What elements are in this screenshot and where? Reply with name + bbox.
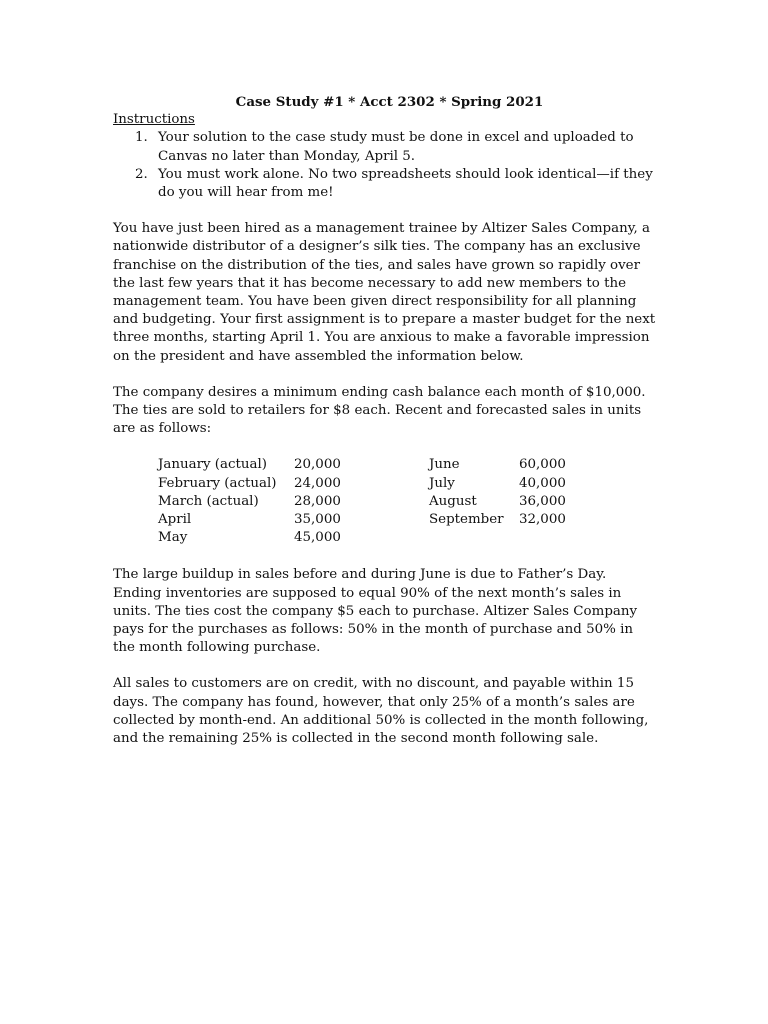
instructions-heading: Instructions — [113, 112, 195, 128]
instruction-text: You must work alone. No two spreadsheets should look identical—if they do you will hear from me! — [158, 166, 653, 201]
sales-units: 20,000 — [294, 457, 341, 473]
sales-month: June — [429, 457, 460, 473]
instruction-item — [113, 166, 658, 202]
sales-units: 40,000 — [519, 475, 566, 491]
cash-paragraph: The company desires a minimum ending cash balance each month of $10,000. The ties are sold to retailers for $8 each. Recent and forecasted sales in units are as follows: — [113, 384, 646, 437]
spacer — [113, 202, 658, 220]
sales-units: 45,000 — [294, 530, 341, 546]
sales-units: 28,000 — [294, 493, 341, 509]
sales-units: 32,000 — [519, 512, 566, 528]
sales-month: July — [429, 475, 455, 491]
collections-paragraph: All sales to customers are on credit, with no discount, and payable within 15 days. The company has found, however, that only 25% of a month’s sales are collected by month-end. An additional 50% is collected in the month following, and the remaining 25% is collected in the second month following sale. — [113, 676, 649, 747]
spacer — [113, 657, 658, 675]
sales-units: 35,000 — [294, 512, 341, 528]
sales-month: May — [158, 530, 188, 546]
intro-paragraph: You have just been hired as a management trainee by Altizer Sales Company, a nationwide distributor of a designer’s silk ties. The company has an exclusive franchise on the distribution of the ties, and sales have grown so rapidly over the last few years that it has become necessary to add new members to the management team. You have been given direct responsibility for all planning and budgeting. Your first assignment is to prepare a master budget for the next three months, starting April 1. You are anxious to make a favorable impression on the president and have assembled the information below. — [113, 221, 656, 364]
instruction-number: 2. — [135, 166, 148, 182]
document-page — [113, 93, 658, 748]
spacer — [113, 366, 658, 384]
instructions-list — [113, 129, 658, 202]
instruction-number: 1. — [135, 130, 148, 146]
spacer — [113, 548, 658, 566]
sales-units: 36,000 — [519, 493, 566, 509]
sales-month: March (actual) — [158, 493, 259, 509]
inventory-paragraph: The large buildup in sales before and during June is due to Father’s Day. Ending inventories are supposed to equal 90% of the next month’s sales in units. The ties cost the company $5 each to purchase. Altizer Sales Company pays for the purchases as follows: 50% in the month of purchase and 50% in the month following purchase. — [113, 567, 638, 656]
instruction-item — [113, 129, 658, 165]
sales-month: February (actual) — [158, 475, 277, 491]
sales-month: April — [158, 512, 192, 528]
sales-units: 60,000 — [519, 457, 566, 473]
document-title: Case Study #1 * Acct 2302 * Spring 2021 — [235, 94, 544, 110]
sales-month: September — [429, 512, 504, 528]
spacer — [113, 438, 658, 456]
sales-month: January (actual) — [158, 457, 268, 473]
instruction-text: Your solution to the case study must be done in excel and uploaded to Canvas no later than Monday, April 5. — [158, 130, 634, 164]
sales-month: August — [429, 493, 477, 509]
sales-table — [113, 456, 658, 548]
sales-units: 24,000 — [294, 475, 341, 491]
